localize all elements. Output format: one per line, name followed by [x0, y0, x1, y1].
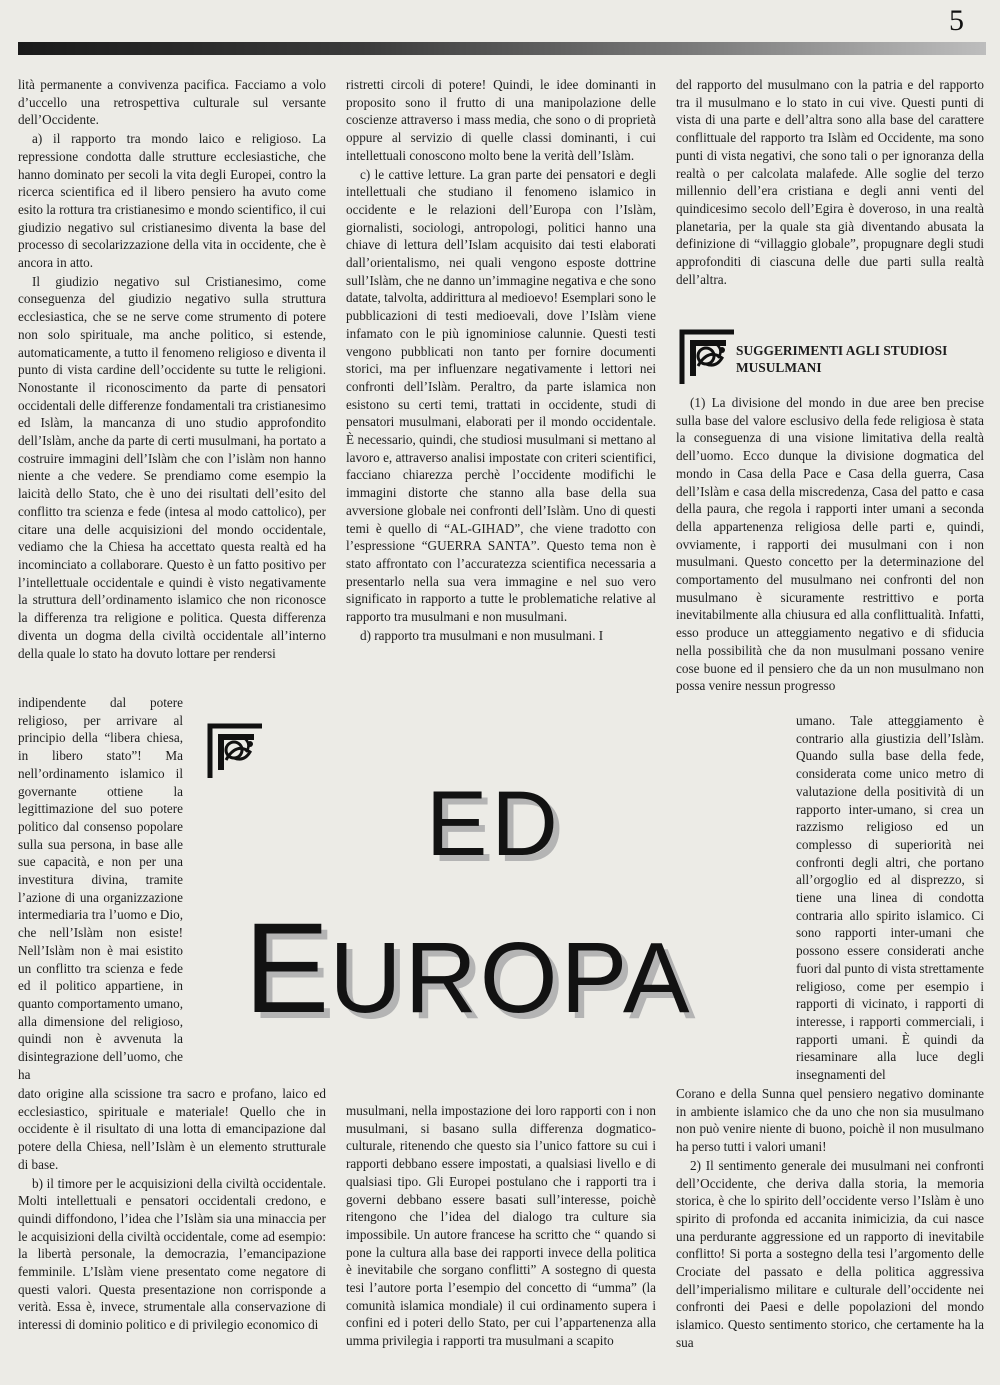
paragraph: a) il rapporto tra mondo laico e religioso. La repressione condotta dalle strutture ecclesiastiche, che hanno dominato per secoli la vita degli Europei, contro la ricerca scientifica ed il libero pensiero ha avuto come esito la rottura tra cristianesimo e mondo scientifico, il cui giudizio negativo sul cristianesimo diventa la base del processo di secolarizzazione della vita in occidente, che è ancora in atto.	[18, 131, 326, 271]
paragraph: lità permanente a convivenza pacifica. Facciamo a volo d’uccello una retrospettiva culturale sul versante dell’Occidente.	[18, 77, 326, 128]
paragraph: 2) Il sentimento generale dei musulmani nei confronti dell’Occidente, che deriva dalla storia, la memoria storica, è che lo spirito dell’occidente verso l’Islàm è uno spirito di profonda ed accanita inimicizia, da cui nasce una perdurante aggressione ed un rapporto di inevitabile conflitto! Si porta a sostegno della tesi l’argomento delle Crociate del passato e della politica aggressiva dell’imperialismo militare e culturale dell’occidente nei confronti dei Paesi e delle popolazioni del mondo islamico. Questo sentimento storico, che certamente ha la sua	[676, 1157, 984, 1350]
paragraph: b) il timore per le acquisizioni della civiltà occidentale. Molti intellettuali e pensatori occidentali credono, e quindi diffondono, l’idea che l’Islàm sia una minaccia per le acquisizioni della civiltà occidentale, come ad esempio: la libertà personale, la democrazia, l’emancipazione femminile. L’Islàm viene presentato come negatore di questi valori. Questa presentazione non corrisponde a verità. Essa è, invece, strumentale alla conservazione di interessi di dominio politico e di privilegio economico di	[18, 1175, 326, 1333]
column-3-top	[676, 76, 984, 289]
ornament-icon	[676, 322, 740, 386]
paragraph: Corano e della Sunna quel pensiero negativo dominante in ambiente islamico che da uno che non sia musulmano non può venire niente di buono, poichè il non musulmano ha perso tutti i valori umani!	[676, 1086, 984, 1155]
headline-europa	[244, 897, 693, 1040]
page-number: 5	[949, 4, 964, 37]
paragraph: dato origine alla scissione tra sacro e profano, laico ed ecclesiastico, spirituale e materiale! Quello che in occidente è il risultato di una lotta di emancipazione dal potere della Chiesa, nell’Islàm è un elemento strutturale di base.	[18, 1086, 326, 1172]
column-1-top	[18, 76, 326, 663]
column-1-bottom	[18, 1085, 326, 1335]
headline-initial: E	[244, 897, 330, 1040]
section-title: SUGGERIMENTI AGLI STUDIOSI MUSULMANI	[736, 343, 948, 375]
paragraph: del rapporto del musulmano con la patria e del rapporto tra il musulmano e lo stato in cui vive. Questi punti di vista di una parte e dell’altra sono alla base del carattere conflittuale del rapporto tra Islàm ed Occidente, ma sono punti di vista negativi, che sono tali o per ignoranza della realtà o per calcolata malafede. Alle soglie del terzo millennio dell’era cristiana e degli anni venti del quindicesimo secolo dell’Egira è doveroso, in una realtà planetaria, per la quale sta già diventando abusata la definizione di “villaggio globale”, propugnare degli studi approfonditi di ciascuna delle due parti sulla realtà dell’altra.	[676, 77, 984, 287]
paragraph: musulmani, nella impostazione dei loro rapporti con i non musulmani, si basano sulla differenza dogmatico-culturale, ritenendo che questo sia l’unico fattore su cui i rapporti debbano essere impostati, a qualsiasi livello e di qualsiasi tipo. Gli Europei postulano che i rapporti tra i governi debbano essere basati sull’interesse, poichè ritengono che l’idea del dialogo tra culture sia impossibile. Un autore francese ha scritto che “ quando si pone la cultura alla base dei rapporti invece della politica è inevitabile che sorgano conflitti” A sostegno di questa tesi l’autore porta l’esempio del concetto di “umma” (la comunità islamica mondiale) il cui ordinamento supera i confini ed i poteri dello Stato, per cui l’appartenenza alla umma privilegia i rapporti tra musulmani a scapito	[346, 1103, 656, 1349]
paragraph: ristretti circoli di potere! Quindi, le idee dominanti in proposito sono il frutto di una manipolazione delle coscienze attraverso i mass media, che sono o di proprietà oppure al servizio di quelle classi dominanti, i cui intellettuali conoscono molto bene la verità dell’Islàm.	[346, 77, 656, 163]
paragraph: c) le cattive letture. La gran parte dei pensatori e degli intellettuali che studiano il fenomeno islamico in occidente e le relazioni dell’Europa con l’Islàm, giornalisti, sociologi, antropologi, politici hanno una chiave di lettura dell’Islam acquisito dai testi elaborati dall’orientalismo, nei quali vengono esposte dottrine sull’Islàm, che ne danno un’immagine negativa e che sono datate, talvolta, addirittura al medioevo! Esemplari sono le pubblicazioni di testi medioevali, dove l’Islàm viene infamato con le più ignominiose calunnie. Questi testi vengono pubblicati non tanto per fornire documenti storici, ma per influenzare negativamente i lettori nei confronti dell’Islàm. Peraltro, da parte islamica non esistono su certi temi, trattati in occidente, studi di pensatori musulmani, elaborati per il mondo occidentale. È necessario, quindi, che studiosi musulmani si mettano al lavoro e, attraverso analisi impostate con criteri scientifici, facciano chiarezza perchè l’occidente modifichi le immagini distorte che stanno alla base della sua avversione globale nei confronti dell’Islàm. Uno di questi temi è quello di “AL-GIHAD”, che viene tradotto con l’espressione “GUERRA SANTA”. Questo tema non è stato affrontato con l’accuratezza scientifica necessaria a presentarlo nella sua vera immagine e nel suo vero significato in rapporto a tutte le problematiche relative al rapporto tra musulmani e non musulmani.	[346, 166, 656, 625]
paragraph: Il giudizio negativo sul Cristianesimo, come conseguenza del giudizio negativo sulla struttura ecclesiastica, che se ne serve come strumento di potere non solo spirituale, ma anche politico, si estende, automaticamente, a tutto il fenomeno religioso e diventa il punto di vista cardine dell’occidente su tutte le religioni. Nonostante il riconoscimento da parte di pensatori occidentali delle differenze fondamentali tra cristianesimo ed Islàm, la mancanza di uno studio approfondito dell’Islàm, anche da parte di certi musulmani, ha portato a costruire immagini dell’Islàm che con l’islàm non hanno niente a che vedere. Se prendiamo come esempio la laicità dello Stato, che è uno dei risultati dell’esito del conflitto tra scienza e fede (intesa al modo cattolico), per citare una delle acquisizioni del mondo occidentale, vediamo che la Chiesa ha accettato questa realtà ed ha incominciato a collaborare. Questo è un fatto positivo per l’intellettuale occidentale e quindi è visto negativamente la struttura dell’ordinamento islamico che non riconosce la differenza tra religione e politica. Questa differenza diventa un dogma della civiltà occidentale all’interno della quale lo stato ha dovuto lottare per rendersi	[18, 273, 326, 661]
column-3-narrow	[796, 712, 984, 1085]
paragraph: indipendente dal potere religioso, per arrivare al principio della “libera chiesa, in libero stato”! Ma nell’ordinamento islamico il governante ottiene la legittimazione del suo potere politico dal consenso popolare sulla sua persona, in base alle sue capacità, e non per una investitura divina, tramite l’azione di una organizzazione intermediaria tra l’uomo e Dio, che nell’Islàm non esiste! Nell’Islàm non è mai esistito un conflitto tra scienza e fede ed il politico appartiene, in quanto comportamento umano, alla dimensione del religioso, quindi non è avvenuta la disintegrazione dell’uomo, che ha	[18, 695, 183, 1082]
paragraph: (1) La divisione del mondo in due aree ben precise sulla base del valore esclusivo della fede religiosa è stata la conseguenza di una visione limitativa della realtà dell’uomo. Ecco dunque la divisione dogmatica del mondo in Casa della Pace e Casa della guerra, Casa dell’Islàm e casa della miscredenza, Casa del patto e casa della paura, che regola i rapporti inter umani a seconda della appartenenza religiosa delle parti e, quindi, ovviamente, i rapporti dei musulmani con i non musulmani. Questo concetto per la determinazione del comportamento del musulmano nei confronti del non musulmano è sicuramente restrittivo e porta inevitabilmente alla chiusura ed alla conflittualità. Infatti, esso produce un atteggiamento negativo e di sfiducia nella possibilità che da non musulmani possano venire cose buone ed il pensiero che da un non musulmano non possa venire nessun progresso	[676, 395, 984, 694]
headline-rest: UROPA	[329, 922, 693, 1034]
paragraph: d) rapporto tra musulmani e non musulmani. I	[360, 627, 604, 643]
column-1-narrow	[18, 694, 183, 1084]
headline-ed: ED	[426, 773, 562, 875]
column-2-bottom	[346, 1102, 656, 1351]
paragraph: umano. Tale atteggiamento è contrario alla giustizia dell’Islàm. Quando sulla base della fede, considerata come unico metro di valutazione della positività di un rapporto inter-umano, si crea un razzismo religioso ed un complesso di superiorità nei confronti degli altri, che portano all’orgoglio ed al disprezzo, si tiene una linea di condotta contraria allo spirito islamico. Ci sono rapporti inter-umani che possono essere considerati anche fuori dal punto di vista strettamente religioso, come per esempio i rapporti di vicinato, i rapporti di interesse, i rapporti commerciali, i rapporti umani. È quindi da riesaminare alla luce degli insegnamenti del	[796, 713, 984, 1083]
header-bar	[18, 42, 986, 55]
column-3-bottom	[676, 1085, 984, 1353]
column-3-middle	[676, 394, 984, 696]
ornament-icon	[204, 716, 268, 780]
column-2-top	[346, 76, 656, 646]
